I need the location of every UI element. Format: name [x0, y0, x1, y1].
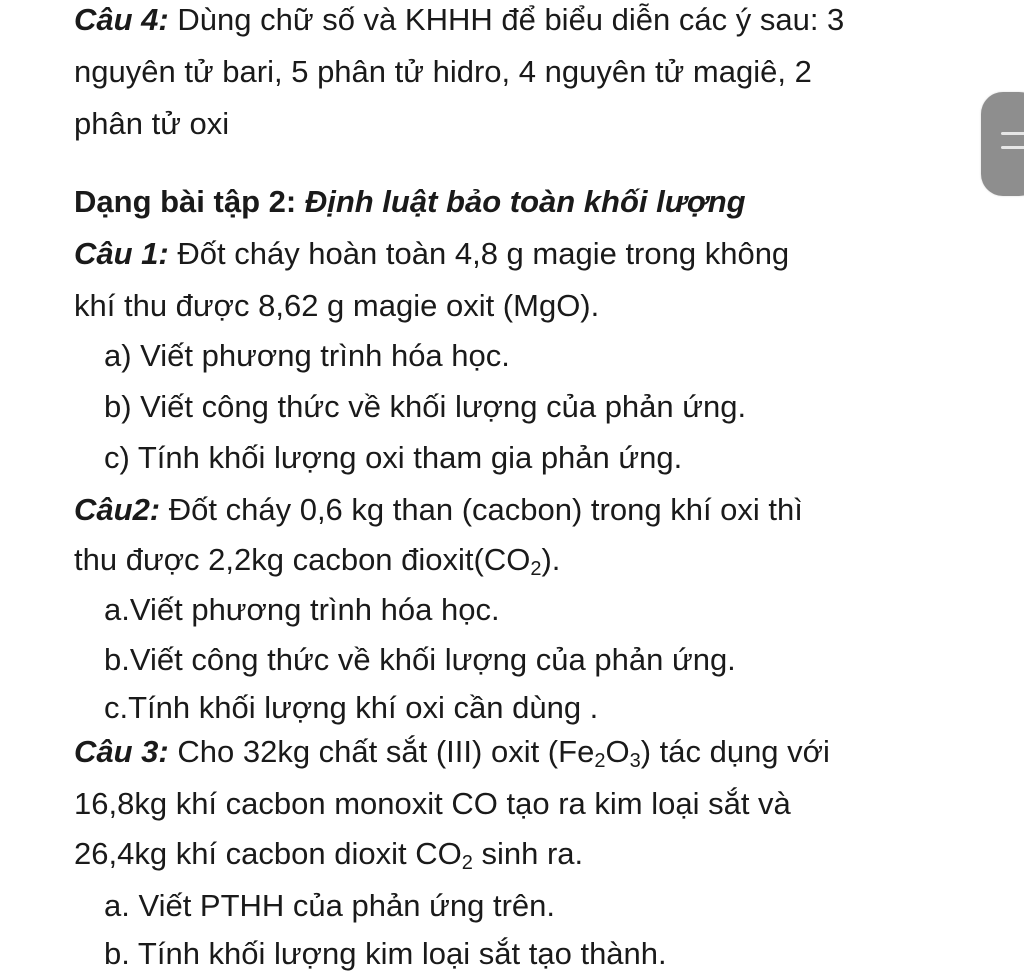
- q1-line-1: [74, 234, 789, 274]
- grip-line-bottom: [1001, 146, 1024, 149]
- q2-line-1: [74, 490, 803, 530]
- section-heading: [74, 182, 746, 222]
- q3-subscript-1: 2: [594, 750, 606, 772]
- q3-label: Câu 3:: [74, 734, 169, 769]
- q1-item-b: b) Viết công thức về khối lượng của phản ứng.: [104, 389, 747, 424]
- q3-line-2: 16,8kg khí cacbon monoxit CO tạo ra kim loại sắt và: [74, 786, 791, 821]
- q4-label: Câu 4:: [74, 2, 169, 37]
- q4-text-1: Dùng chữ số và KHHH để biểu diễn các ý sau: 3: [168, 2, 845, 37]
- q1-item-a: a) Viết phương trình hóa học.: [104, 338, 510, 373]
- section-title: Định luật bảo toàn khối lượng: [304, 184, 746, 219]
- q3-text-1-end: ) tác dụng với: [640, 734, 830, 769]
- q3-text-1: Cho 32kg chất sắt (III) oxit (Fe: [168, 734, 595, 769]
- q1-line-2: khí thu được 8,62 g magie oxit (MgO).: [74, 288, 600, 323]
- q1-label: Câu 1:: [74, 236, 169, 271]
- q2-text-1: Đốt cháy 0,6 kg than (cacbon) trong khí oxi thì: [160, 492, 803, 527]
- q3-text-3: 26,4kg khí cacbon dioxit CO: [74, 836, 462, 871]
- q2-line-2: [74, 540, 560, 580]
- q3-line-1: [74, 732, 830, 772]
- q2-subscript: 2: [530, 558, 542, 580]
- q2-text-2-end: ).: [541, 542, 561, 577]
- scroll-handle-icon[interactable]: [981, 92, 1024, 196]
- q2-item-b: b.Viết công thức về khối lượng của phản ứng.: [104, 642, 736, 677]
- q3-subscript-3: 2: [461, 852, 473, 874]
- q2-item-c: c.Tính khối lượng khí oxi cần dùng .: [104, 690, 599, 725]
- section-prefix: Dạng bài tập 2:: [74, 184, 305, 219]
- q1-text-1: Đốt cháy hoàn toàn 4,8 g magie trong không: [168, 236, 790, 271]
- q1-item-c: c) Tính khối lượng oxi tham gia phản ứng.: [104, 440, 683, 475]
- q3-item-a: a. Viết PTHH của phản ứng trên.: [104, 888, 555, 923]
- q2-item-a: a.Viết phương trình hóa học.: [104, 592, 500, 627]
- q4-line-2: nguyên tử bari, 5 phân tử hidro, 4 nguyên tử magiê, 2: [74, 54, 812, 89]
- q3-item-b: b. Tính khối lượng kim loại sắt tạo thành.: [104, 936, 667, 971]
- q4-line-3: phân tử oxi: [74, 106, 230, 141]
- q3-text-3-end: sinh ra.: [472, 836, 584, 871]
- q4-line-1: [74, 0, 844, 40]
- q2-text-2: thu được 2,2kg cacbon đioxit(CO: [74, 542, 531, 577]
- q3-subscript-2: 3: [629, 750, 641, 772]
- grip-line-top: [1001, 132, 1024, 135]
- q3-text-1-mid: O: [605, 734, 630, 769]
- q3-line-3: [74, 834, 583, 874]
- q2-label: Câu2:: [74, 492, 161, 527]
